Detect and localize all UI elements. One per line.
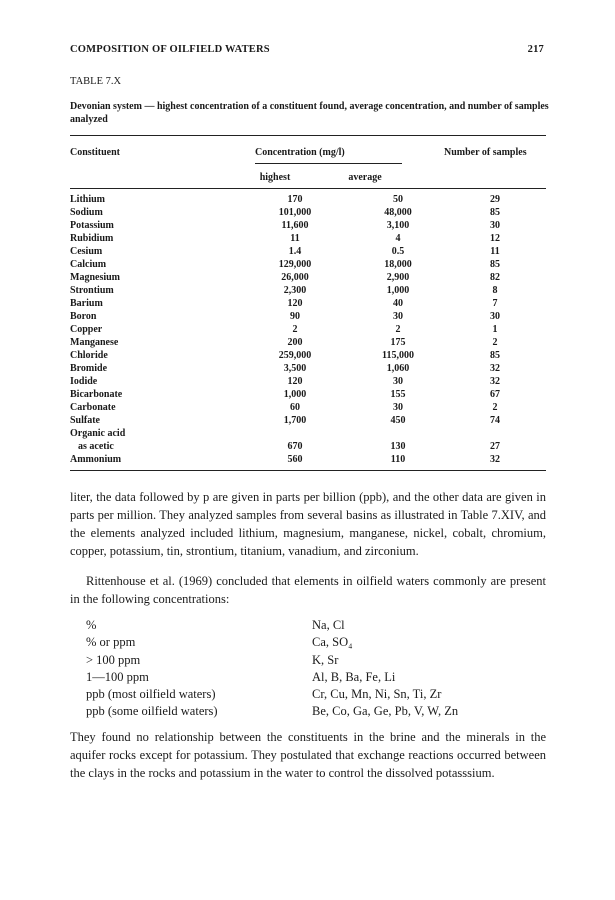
paragraph-2: Rittenhouse et al. (1969) concluded that elements in oilfield waters commonly are present in the following concentrations: (70, 574, 546, 606)
table-row: Strontium 2,300 1,000 8 (70, 285, 498, 296)
running-title: COMPOSITION OF OILFIELD WATERS (70, 44, 270, 55)
table-row: Lithium 170 50 29 (70, 194, 500, 205)
list-item: > 100 ppm K, Sr (86, 652, 339, 667)
table-row: Rubidium 11 4 12 (70, 233, 500, 244)
table-row: Calcium 129,000 18,000 85 (70, 259, 500, 270)
table-row: Sulfate 1,700 450 74 (70, 415, 500, 426)
table-row: Organic acid (70, 428, 126, 439)
table-label: TABLE 7.X (70, 76, 122, 87)
table-row: as acetic 670 130 27 (78, 441, 500, 452)
list-item: ppb (some oilfield waters) Be, Co, Ga, Ge, Pb, V, W, Zn (86, 704, 459, 719)
table-row: Ammonium 560 110 32 (70, 454, 500, 465)
table-bottom-rule (70, 470, 546, 471)
table-row: Chloride 259,000 115,000 85 (70, 350, 500, 361)
table-row: Manganese 200 175 2 (70, 337, 498, 348)
col-highest: highest (259, 172, 291, 183)
table-row: Iodide 120 30 32 (70, 376, 500, 387)
table-caption: Devonian system — highest concentration of a constituent found, average concentration, and number of samples analyzed (70, 101, 549, 125)
table-row: Barium 120 40 7 (70, 298, 498, 309)
table-header-rule (70, 188, 546, 189)
paragraph-3: They found no relationship between the constituents in the brine and the minerals in the aquifer rocks except for potassium. They postulated that exchange reactions occurred between the clays in the rocks and potassium in the water to control the dissolved potasssium. (70, 730, 546, 780)
table-row: Bicarbonate 1,000 155 67 (70, 389, 500, 400)
col-constituent: Constituent (70, 147, 121, 158)
list-item: 1—100 ppm Al, B, Ba, Fe, Li (86, 669, 396, 684)
table-row: Carbonate 60 30 2 (70, 402, 498, 413)
col-concentration: Concentration (mg/l) (255, 147, 345, 158)
table-row: Potassium 11,600 3,100 30 (70, 220, 500, 231)
table-row: Magnesium 26,000 2,900 82 (70, 272, 500, 283)
data-table (70, 194, 546, 467)
col-average: average (348, 172, 382, 183)
list-item: % Na, Cl (86, 618, 345, 632)
table-top-rule (70, 135, 546, 136)
concentration-subrule (255, 163, 402, 164)
table-row: Sodium 101,000 48,000 85 (70, 207, 500, 218)
concentration-list (86, 618, 546, 722)
list-item: ppb (most oilfield waters) Cr, Cu, Mn, Ni, Sn, Ti, Zr (86, 687, 442, 702)
table-row: Bromide 3,500 1,060 32 (70, 363, 500, 374)
list-item: % or ppm Ca, SO₄ (86, 635, 353, 650)
col-samples: Number of samples (444, 147, 527, 158)
paragraph-1: liter, the data followed by p are given in parts per billion (ppb), and the other data are given in parts per million. They analyzed samples from several basins as illustrated in Table 7.XIV, and the elements analyzed included lithium, magnesium, manganese, nickel, cobalt, chromium, copper, potassium, tin, strontium, titanium, vanadium, and zirconium. (70, 490, 546, 558)
page-number: 217 (527, 44, 544, 55)
table-row: Boron 90 30 30 (70, 311, 500, 322)
table-row: Copper 2 2 1 (70, 324, 498, 335)
table-row: Cesium 1.4 0.5 11 (70, 246, 500, 257)
running-header (70, 44, 544, 55)
